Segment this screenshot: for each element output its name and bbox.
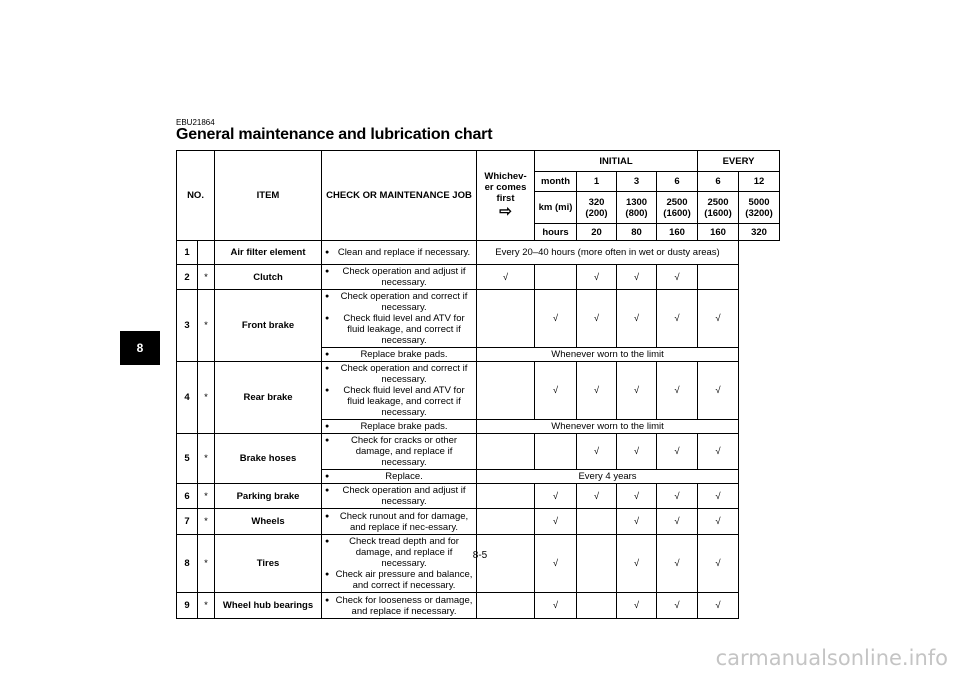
empty-cell [477, 434, 535, 470]
row-star: * [198, 535, 215, 593]
job-bullet: ● Replace brake pads. [325, 349, 473, 360]
check-mark: √ [535, 535, 577, 593]
row-job [322, 290, 477, 348]
job-bullet: ● Replace. [325, 471, 473, 482]
table-row [177, 535, 780, 593]
check-mark: √ [577, 265, 617, 290]
month-cell: 12 [739, 172, 780, 192]
doc-code: EBU21864 [176, 118, 215, 127]
interval-span: Whenever worn to the limit [477, 420, 739, 434]
row-job [322, 241, 477, 265]
header-every: EVERY [698, 151, 780, 172]
check-mark: √ [577, 434, 617, 470]
header-initial: INITIAL [535, 151, 698, 172]
empty-cell [535, 434, 577, 470]
watermark: carmanualsonline.info [715, 646, 948, 670]
right-arrow-icon: ⇨ [499, 203, 512, 220]
row-item: Wheels [215, 509, 322, 535]
empty-cell [477, 362, 535, 420]
check-mark: √ [657, 265, 698, 290]
empty-cell [477, 593, 535, 619]
table-row [177, 484, 780, 509]
row-star: * [198, 362, 215, 434]
row-star: * [198, 484, 215, 509]
table-row [177, 434, 780, 470]
check-mark: √ [698, 290, 739, 348]
empty-cell [477, 484, 535, 509]
check-mark: √ [698, 434, 739, 470]
job-bullet: ● Check for looseness or damage, and replace if necessary. [325, 595, 473, 617]
check-mark: √ [657, 593, 698, 619]
page-number: 8-5 [472, 550, 488, 561]
row-number: 8 [177, 535, 198, 593]
hours-cell: 20 [577, 224, 617, 241]
empty-cell [477, 509, 535, 535]
header-row [177, 151, 780, 172]
check-mark: √ [535, 362, 577, 420]
check-mark: √ [698, 362, 739, 420]
check-mark: √ [698, 509, 739, 535]
job-bullet: ● Replace brake pads. [325, 421, 473, 432]
job-bullet: ● Check fluid level and ATV for fluid leakage, and correct if necessary. [325, 385, 473, 418]
row-number: 7 [177, 509, 198, 535]
chapter-tab: 8 [120, 331, 160, 365]
row-job [322, 265, 477, 290]
row-item: Wheel hub bearings [215, 593, 322, 619]
table-row [177, 241, 780, 265]
page-title: General maintenance and lubrication chart [176, 126, 493, 143]
empty-cell [577, 593, 617, 619]
row-number: 1 [177, 241, 198, 265]
hours-cell: 80 [617, 224, 657, 241]
job-bullet: ● Check operation and correct if necessary. [325, 291, 473, 313]
check-mark: √ [617, 509, 657, 535]
check-mark: √ [657, 484, 698, 509]
check-mark: √ [617, 362, 657, 420]
check-mark: √ [698, 593, 739, 619]
row-item: Parking brake [215, 484, 322, 509]
table-row [177, 593, 780, 619]
row-job [322, 434, 477, 470]
km-cell: 320 (200) [577, 192, 617, 224]
empty-cell [535, 265, 577, 290]
month-cell: 1 [577, 172, 617, 192]
job-bullet: ● Check operation and adjust if necessary. [325, 266, 473, 288]
header-whichever [477, 151, 535, 241]
row-star: * [198, 290, 215, 362]
table-row [177, 265, 780, 290]
hours-cell: 160 [698, 224, 739, 241]
empty-cell [577, 535, 617, 593]
row-number: 4 [177, 362, 198, 434]
row-job [322, 362, 477, 420]
check-mark: √ [617, 265, 657, 290]
check-mark: √ [698, 535, 739, 593]
check-mark: √ [657, 509, 698, 535]
row-star: * [198, 265, 215, 290]
interval-span: Every 4 years [477, 470, 739, 484]
km-cell: 5000 (3200) [739, 192, 780, 224]
header-job: CHECK OR MAINTENANCE JOB [322, 151, 477, 241]
check-mark: √ [657, 434, 698, 470]
check-mark: √ [657, 290, 698, 348]
row-number: 6 [177, 484, 198, 509]
hours-cell: 160 [657, 224, 698, 241]
job-bullet: ● Check operation and adjust if necessary. [325, 485, 473, 507]
row-job [322, 535, 477, 593]
month-label: month [535, 172, 577, 192]
row-number: 9 [177, 593, 198, 619]
header-item: ITEM [215, 151, 322, 241]
job-bullet: ● Check air pressure and balance, and correct if necessary. [325, 569, 473, 591]
empty-cell [698, 265, 739, 290]
month-cell: 6 [657, 172, 698, 192]
check-mark: √ [577, 484, 617, 509]
table-row [177, 509, 780, 535]
check-mark: √ [535, 509, 577, 535]
check-mark: √ [477, 265, 535, 290]
empty-cell [477, 535, 535, 593]
table-row [177, 362, 780, 420]
hours-label: hours [535, 224, 577, 241]
header-no: NO. [177, 151, 215, 241]
check-mark: √ [577, 362, 617, 420]
whichever-text: Whichev-er comes first [484, 171, 527, 204]
km-cell: 2500 (1600) [657, 192, 698, 224]
row-job [322, 348, 477, 362]
row-job [322, 593, 477, 619]
interval-span: Every 20–40 hours (more often in wet or dusty areas) [477, 241, 739, 265]
row-job [322, 470, 477, 484]
row-item: Front brake [215, 290, 322, 362]
row-item: Rear brake [215, 362, 322, 434]
row-job [322, 509, 477, 535]
row-number: 2 [177, 265, 198, 290]
row-star: * [198, 434, 215, 484]
maintenance-chart [176, 150, 780, 619]
check-mark: √ [577, 290, 617, 348]
row-item: Clutch [215, 265, 322, 290]
check-mark: √ [617, 593, 657, 619]
check-mark: √ [657, 535, 698, 593]
row-number: 3 [177, 290, 198, 362]
empty-cell [477, 290, 535, 348]
job-bullet: ● Clean and replace if necessary. [325, 247, 473, 258]
row-star: * [198, 593, 215, 619]
job-bullet: ● Check runout and for damage, and replace if nec-essary. [325, 511, 473, 533]
job-bullet: ● Check fluid level and ATV for fluid leakage, and correct if necessary. [325, 313, 473, 346]
row-job [322, 420, 477, 434]
check-mark: √ [617, 484, 657, 509]
check-mark: √ [617, 434, 657, 470]
row-star [198, 241, 215, 265]
job-bullet: ● Check for cracks or other damage, and replace if necessary. [325, 435, 473, 468]
km-cell: 2500 (1600) [698, 192, 739, 224]
check-mark: √ [535, 593, 577, 619]
check-mark: √ [657, 362, 698, 420]
interval-span: Whenever worn to the limit [477, 348, 739, 362]
row-item: Brake hoses [215, 434, 322, 484]
job-bullet: ● Check operation and correct if necessary. [325, 363, 473, 385]
month-cell: 3 [617, 172, 657, 192]
hours-cell: 320 [739, 224, 780, 241]
row-star: * [198, 509, 215, 535]
job-bullet: ● Check tread depth and for damage, and replace if necessary. [325, 536, 473, 569]
empty-cell [577, 509, 617, 535]
row-item: Tires [215, 535, 322, 593]
check-mark: √ [617, 290, 657, 348]
row-job [322, 484, 477, 509]
km-cell: 1300 (800) [617, 192, 657, 224]
check-mark: √ [617, 535, 657, 593]
table-row [177, 290, 780, 348]
row-number: 5 [177, 434, 198, 484]
month-cell: 6 [698, 172, 739, 192]
km-label: km (mi) [535, 192, 577, 224]
check-mark: √ [535, 290, 577, 348]
check-mark: √ [535, 484, 577, 509]
row-item: Air filter element [215, 241, 322, 265]
check-mark: √ [698, 484, 739, 509]
